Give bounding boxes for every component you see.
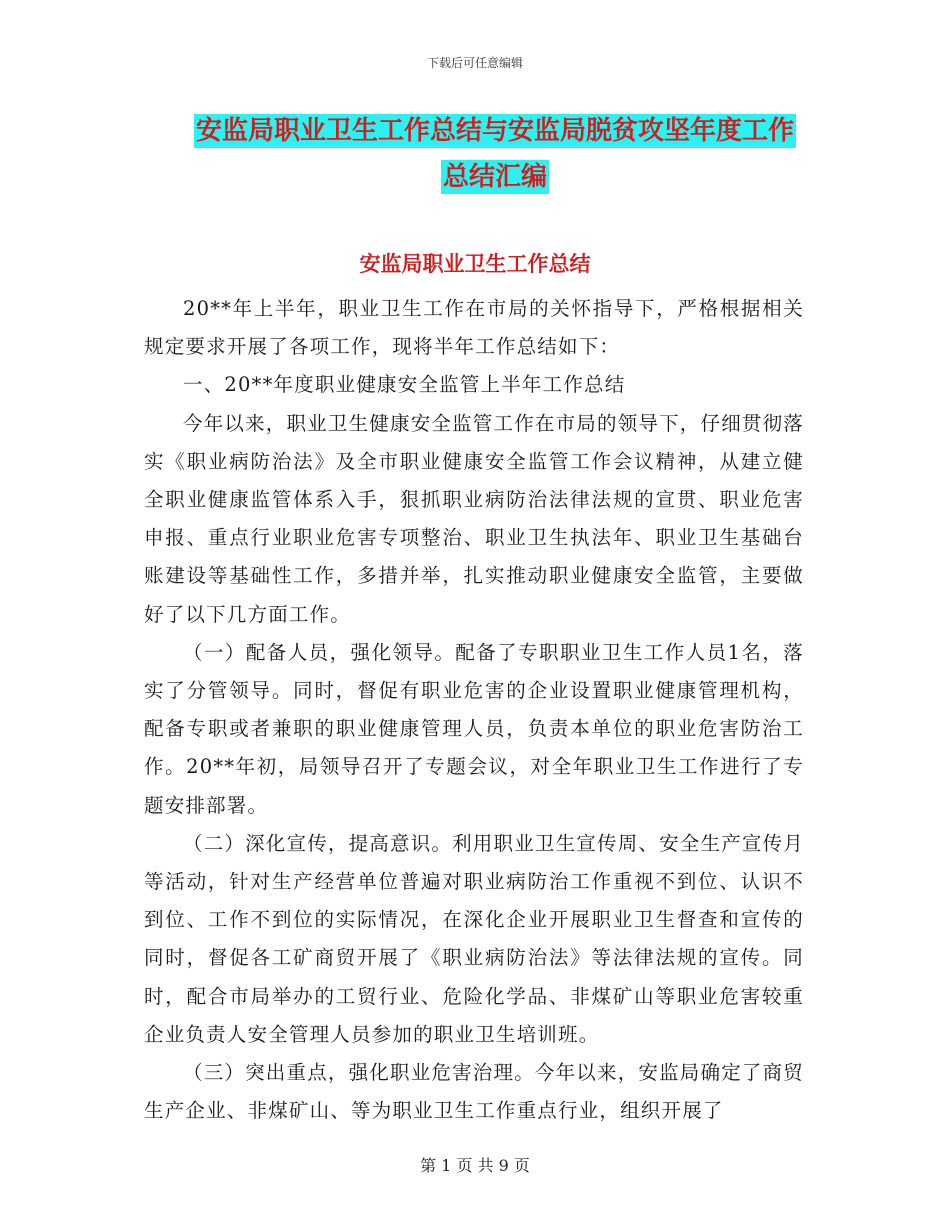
document-title-line2: 总结汇编 [442, 162, 547, 192]
paragraph-publicity: （二）深化宣传，提高意识。利用职业卫生宣传周、安全生产宣传月等活动，针对生产经营单位普遍对职业病防治工作重视不到位、认识不到位、工作不到位的实际情况，在深化企业开展职业卫生督查和宣传的同时，督促各工矿商贸开展了《职业病防治法》等法律法规的宣传。同时，配合市局举办的工贸行业、危险化学品、非煤矿山等职业危害较重企业负责人安全管理人员参加的职业卫生培训班。 [144, 831, 805, 1046]
paragraph-overview: 今年以来，职业卫生健康安全监管工作在市局的领导下，仔细贯彻落实《职业病防治法》及全市职业健康安全监管工作会议精神，从建立健全职业健康监管体系入手，狠抓职业病防治法律法规的宣贯、职业危害申报、重点行业职业危害专项整治、职业卫生执法年、职业卫生基础台账建设等基础性工作，多措并举，扎实推动职业健康安全监管，主要做好了以下几方面工作。 [144, 411, 805, 626]
page-header-note: 下载后可任意编辑 [426, 56, 523, 70]
document-body [144, 290, 804, 1130]
page-number: 第 1 页 共 9 页 [420, 1156, 530, 1175]
paragraph-heading-1: 一、20**年度职业健康安全监管上半年工作总结 [183, 373, 626, 397]
paragraph-key-focus: （三）突出重点，强化职业危害治理。今年以来，安监局确定了商贸生产企业、非煤矿山、等为职业卫生工作重点行业，组织开展了 [144, 1061, 805, 1123]
document-title [180, 108, 810, 200]
document-title-line1: 安监局职业卫生工作总结与安监局脱贫攻坚年度工作 [195, 116, 794, 146]
section-title: 安监局职业卫生工作总结 [359, 252, 591, 276]
paragraph-intro: 20**年上半年，职业卫生工作在市局的关怀指导下，严格根据相关规定要求开展了各项工作，现将半年工作总结如下： [144, 297, 804, 359]
paragraph-staffing: （一）配备人员，强化领导。配备了专职职业卫生工作人员1名，落实了分管领导。同时，督促有职业危害的企业设置职业健康管理机构，配备专职或者兼职的职业健康管理人员，负责本单位的职业危害防治工作。20**年初，局领导召开了专题会议，对全年职业卫生工作进行了专题安排部署。 [144, 640, 804, 817]
